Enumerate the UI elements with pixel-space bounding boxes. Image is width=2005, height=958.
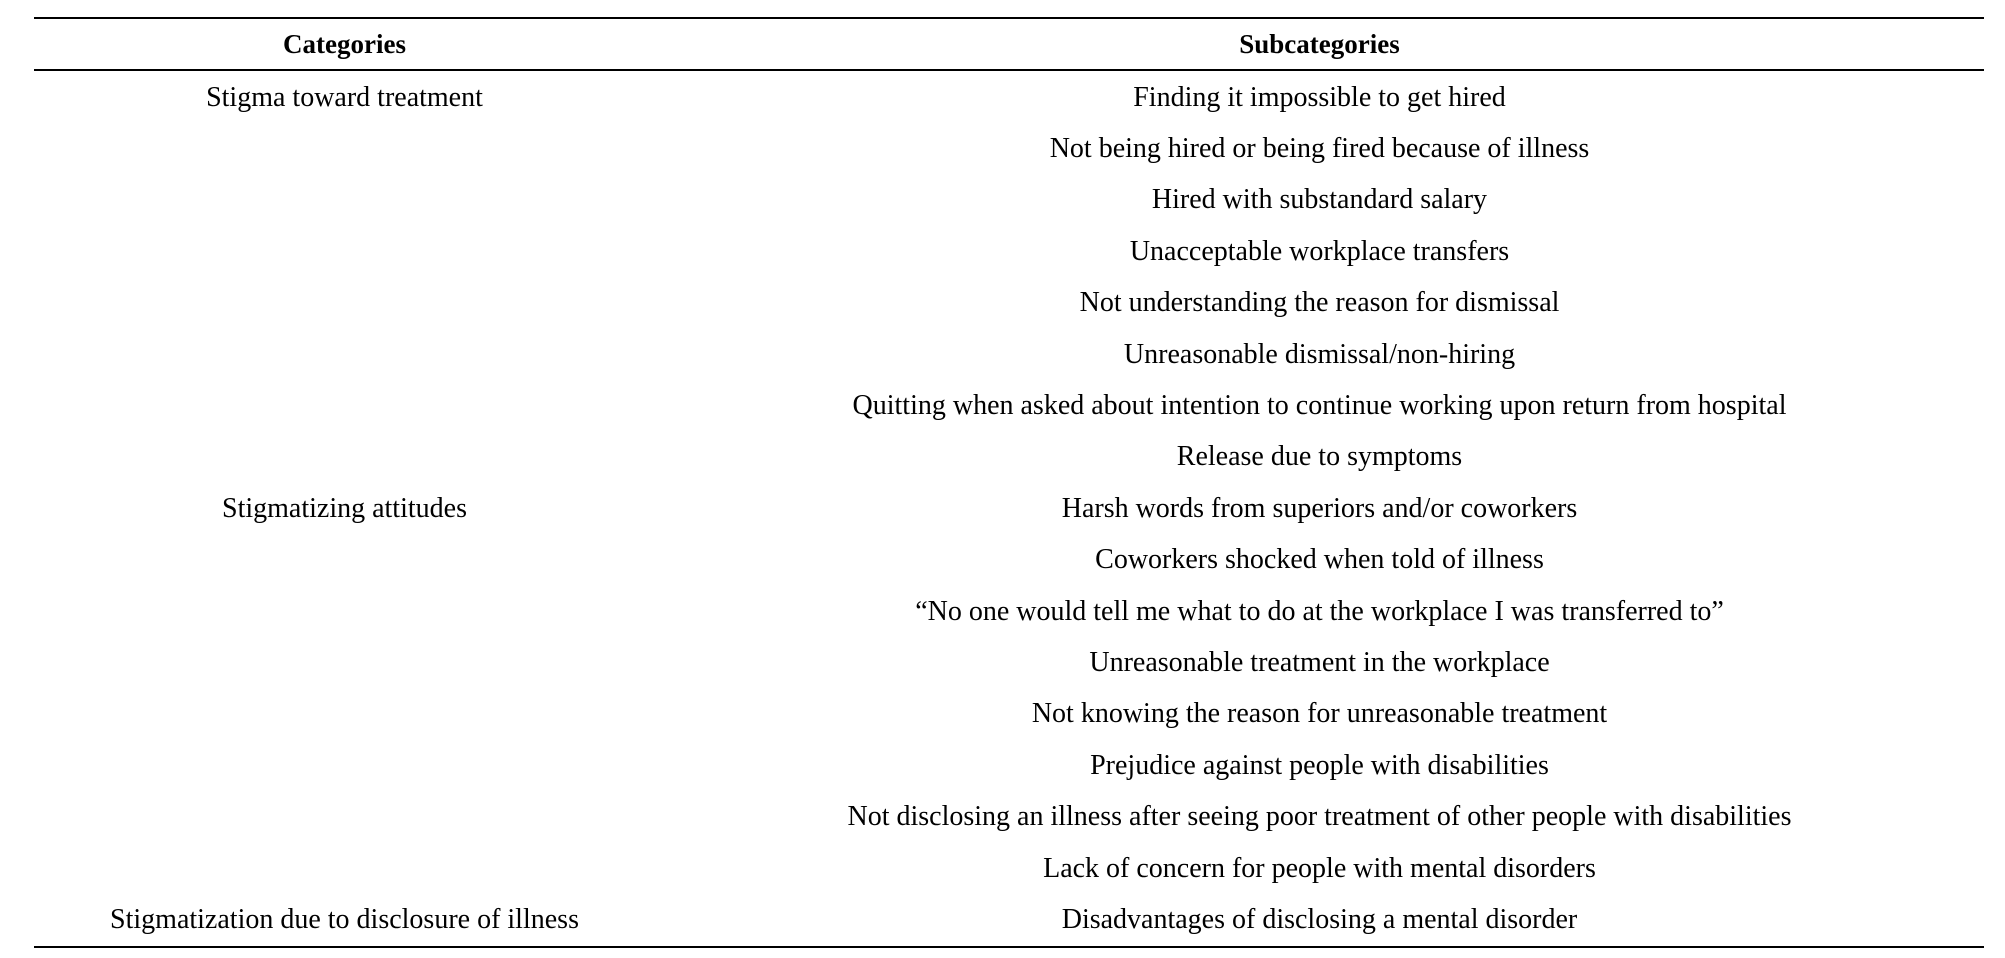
table-row: [34, 123, 1984, 174]
category-cell: [34, 432, 655, 483]
header-row: [34, 18, 1984, 70]
subcategory-cell: Harsh words from superiors and/or coworkers: [1061, 492, 1578, 524]
categories-table-container: [34, 17, 1984, 948]
subcategory-cell: Unreasonable dismissal/non-hiring: [1123, 338, 1516, 370]
table-row: [34, 483, 1984, 534]
subcategory-cell: Not knowing the reason for unreasonable treatment: [1031, 698, 1608, 730]
table-row: [34, 432, 1984, 483]
category-cell: [34, 843, 655, 894]
subcategory-cell: Disadvantages of disclosing a mental disorder: [1061, 903, 1578, 935]
table-row: [34, 637, 1984, 688]
subcategory-cell: Not understanding the reason for dismissal: [1079, 287, 1560, 319]
category-cell: Stigma toward treatment: [206, 81, 483, 113]
category-cell: [34, 278, 655, 329]
category-cell: [34, 689, 655, 740]
table-row: [34, 894, 1984, 946]
subcategory-cell: Not being hired or being fired because of illness: [1049, 133, 1590, 165]
subcategory-cell: Lack of concern for people with mental disorders: [1043, 852, 1596, 884]
subcategory-cell: Unacceptable workplace transfers: [1129, 235, 1510, 267]
category-cell: [34, 226, 655, 277]
table-row: [34, 329, 1984, 380]
subcategory-cell: Hired with substandard salary: [1151, 184, 1488, 216]
table-header: [34, 18, 1984, 70]
category-cell: [34, 123, 655, 174]
table-row: [34, 380, 1984, 431]
table-row: [34, 689, 1984, 740]
table-body: [34, 70, 1984, 947]
subcategory-cell: Finding it impossible to get hired: [1133, 81, 1506, 113]
subcategory-cell: Release due to symptoms: [1176, 441, 1463, 473]
table-row: [34, 175, 1984, 226]
table-row: [34, 843, 1984, 894]
table-row: [34, 226, 1984, 277]
subcategory-cell: Quitting when asked about intention to continue working upon return from hospital: [852, 390, 1787, 422]
category-cell: [34, 740, 655, 791]
table-row: [34, 535, 1984, 586]
category-cell: [34, 586, 655, 637]
subcategory-cell: Unreasonable treatment in the workplace: [1089, 646, 1550, 678]
categories-table: [34, 17, 1984, 948]
table-row: [34, 791, 1984, 842]
category-cell: [34, 329, 655, 380]
category-cell: [34, 175, 655, 226]
category-cell: [34, 637, 655, 688]
table-row: [34, 70, 1984, 123]
table-row: [34, 278, 1984, 329]
table-row: [34, 586, 1984, 637]
header-subcategories: Subcategories: [1239, 28, 1400, 59]
header-categories: Categories: [283, 28, 406, 59]
category-cell: [34, 535, 655, 586]
table-row: [34, 740, 1984, 791]
subcategory-cell: Prejudice against people with disabilities: [1090, 749, 1549, 781]
category-cell: Stigmatizing attitudes: [222, 492, 467, 524]
subcategory-cell: “No one would tell me what to do at the workplace I was transferred to”: [915, 595, 1724, 627]
category-cell: Stigmatization due to disclosure of illness: [110, 903, 579, 935]
category-cell: [34, 791, 655, 842]
category-cell: [34, 380, 655, 431]
subcategory-cell: Not disclosing an illness after seeing poor treatment of other people with disabilities: [847, 801, 1792, 833]
subcategory-cell: Coworkers shocked when told of illness: [1095, 544, 1544, 576]
